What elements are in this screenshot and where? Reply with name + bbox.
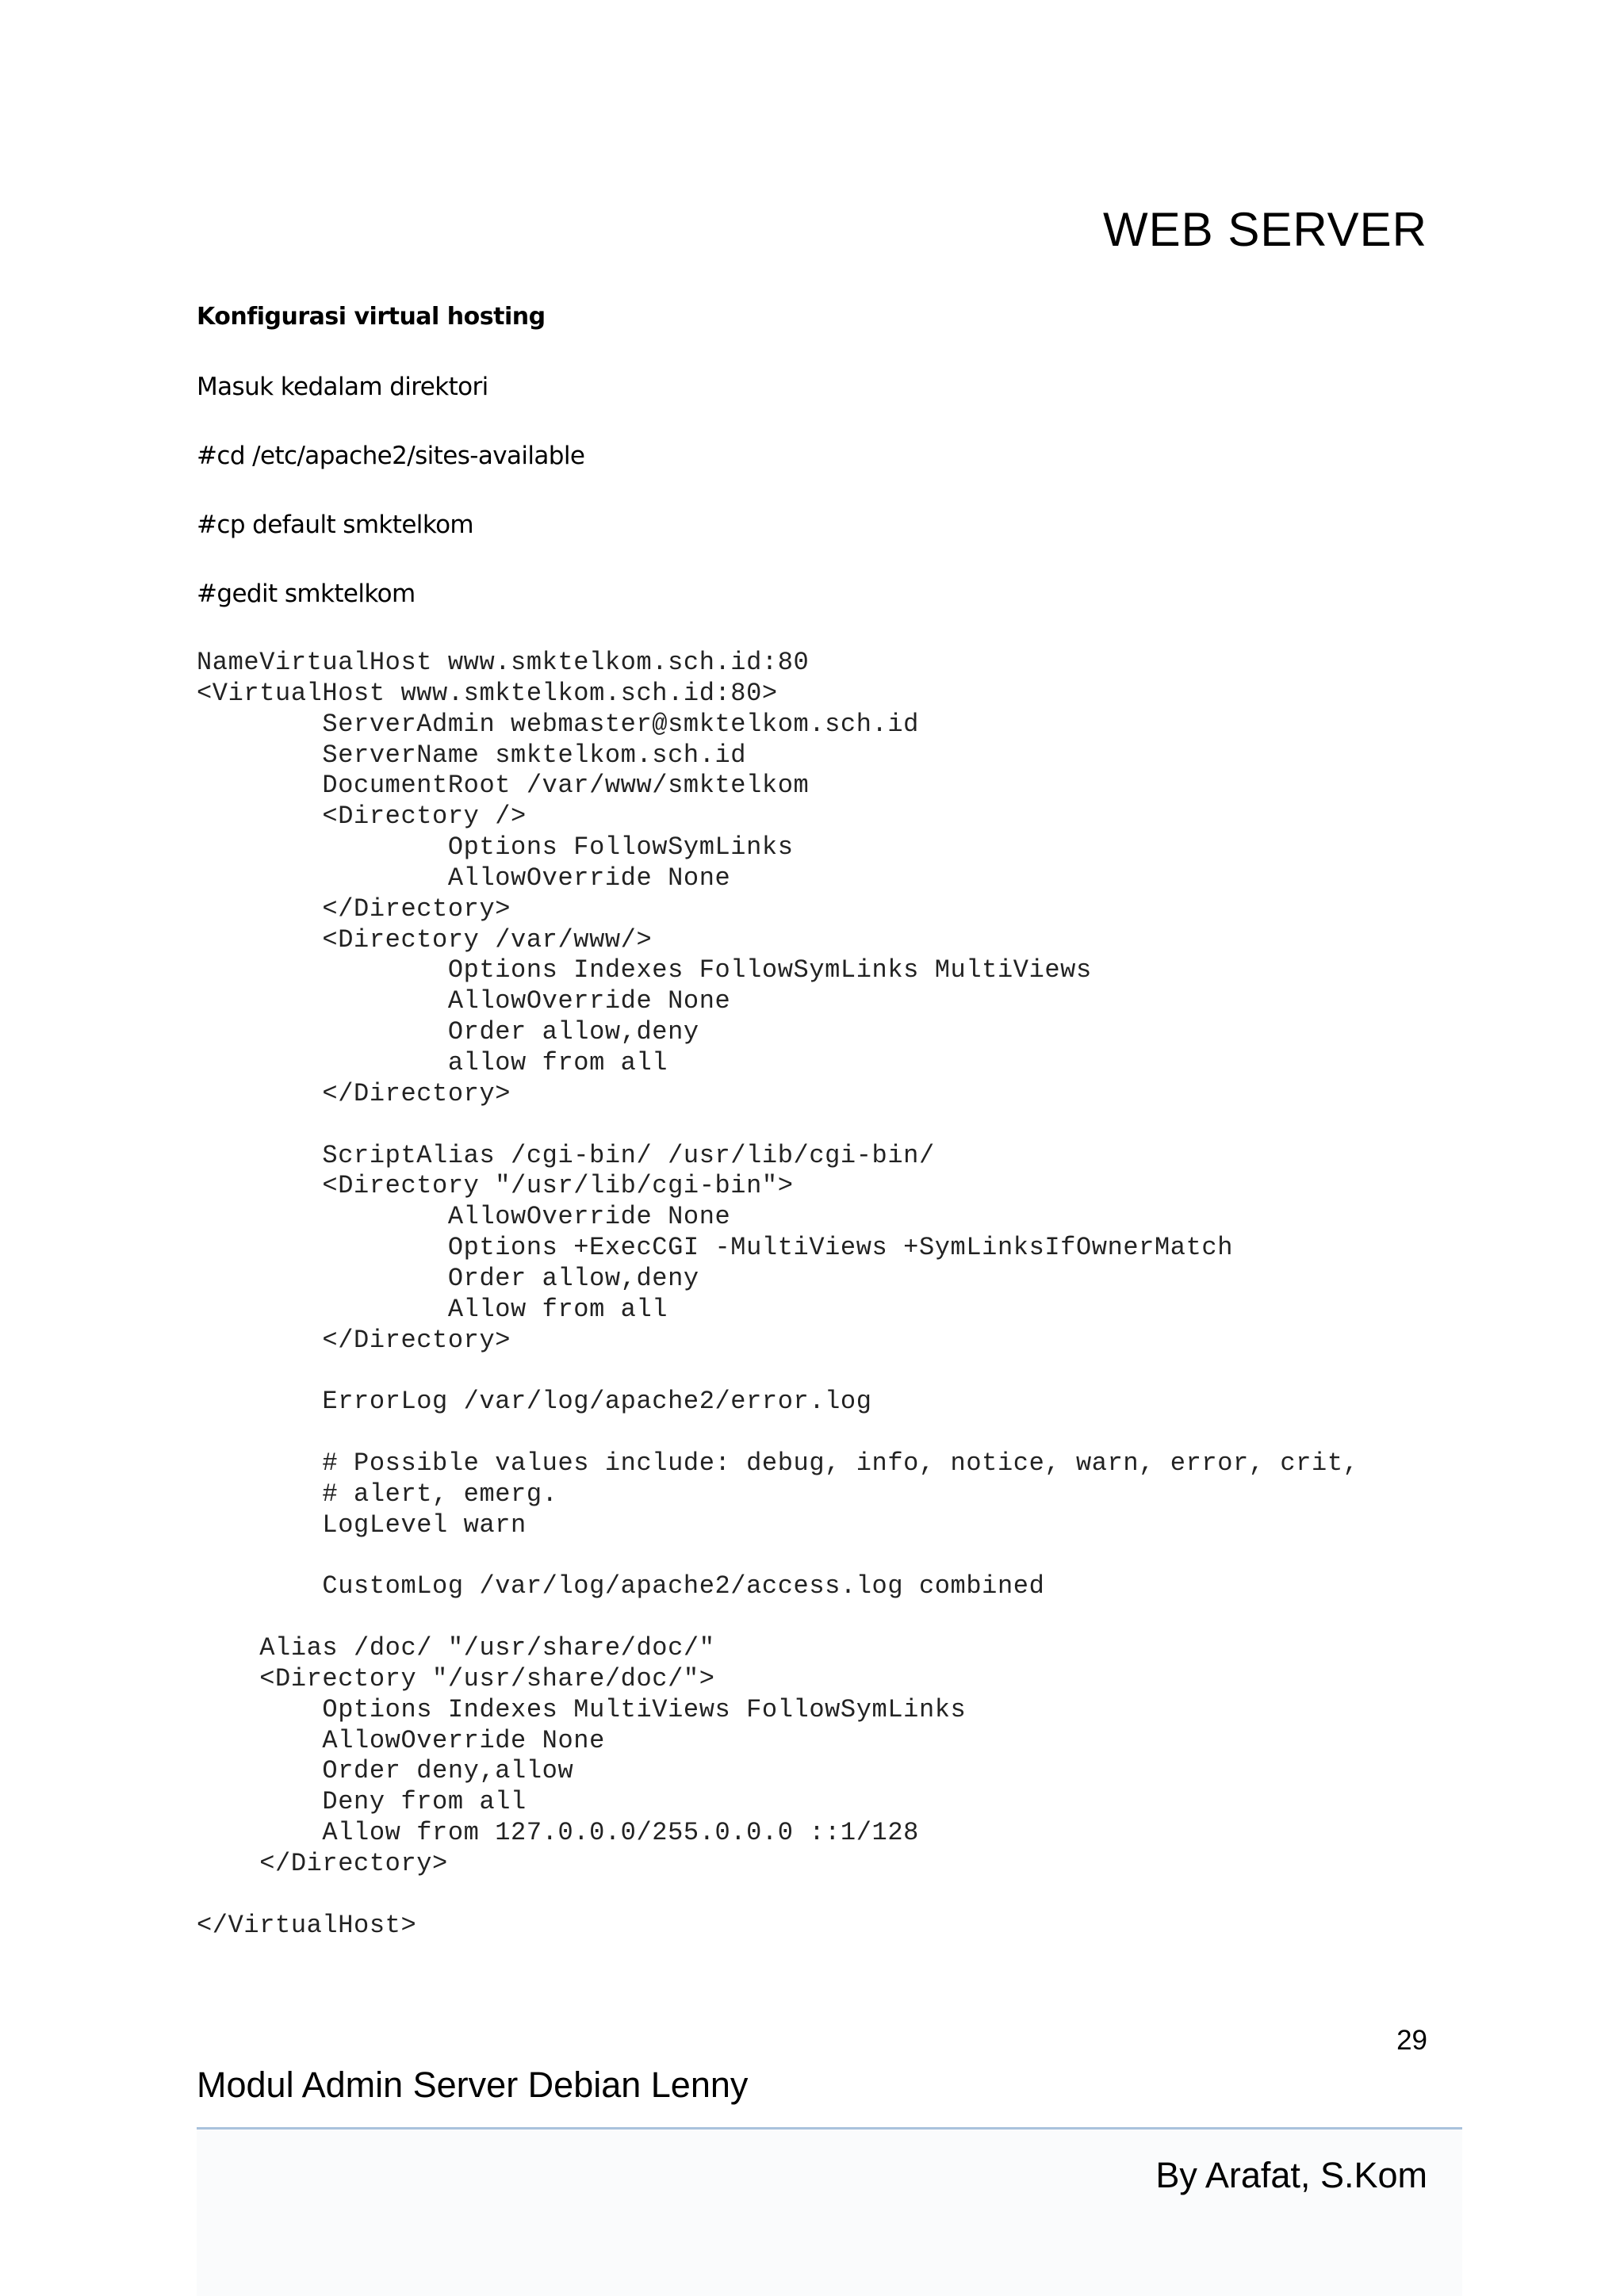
page-title: WEB SERVER [1103,203,1427,256]
section-heading: Konfigurasi virtual hosting [197,303,546,331]
virtualhost-config-code: NameVirtualHost www.smktelkom.sch.id:80 <VirtualHost www.smktelkom.sch.id:80> ServerAdmin webmaster@smktelkom.sch.id ServerName smktelkom.sch.id DocumentRoot /var/www/smktelkom <Directory /> Options FollowSymLinks AllowOverride None </Directory> <Directory /var/www/> Options Indexes FollowSymLinks MultiViews AllowOverride None Order allow,deny allow from all </Directory> ScriptAlias /cgi-bin/ /usr/lib/cgi-bin/ <Directory "/usr/lib/cgi-bin"> AllowOverride None Options +ExecCGI -MultiViews +SymLinksIfOwnerMatch Order allow,deny Allow from all </Directory> ErrorLog /var/log/apache2/error.log # Possible values include: debug, info, notice, warn, error, crit, # alert, emerg. LogLevel warn CustomLog /var/log/apache2/access.log combined Alias /doc/ "/usr/share/doc/" <Directory "/usr/share/doc/"> Options Indexes MultiViews FollowSymLinks AllowOverride None Order deny,allow Deny from all Allow from 127.0.0.0/255.0.0.0 ::1/128 </Directory> </VirtualHost> [197,648,1359,1940]
footer-author: By Arafat, S.Kom [1155,2155,1427,2195]
command-cp: #cp default smktelkom [197,511,474,539]
page-number: 29 [1396,2025,1427,2056]
command-cd: #cd /etc/apache2/sites-available [197,442,585,470]
instruction-text: Masuk kedalam direktori [197,373,488,401]
command-gedit: #gedit smktelkom [197,580,416,608]
footer-module-title: Modul Admin Server Debian Lenny [197,2064,749,2105]
